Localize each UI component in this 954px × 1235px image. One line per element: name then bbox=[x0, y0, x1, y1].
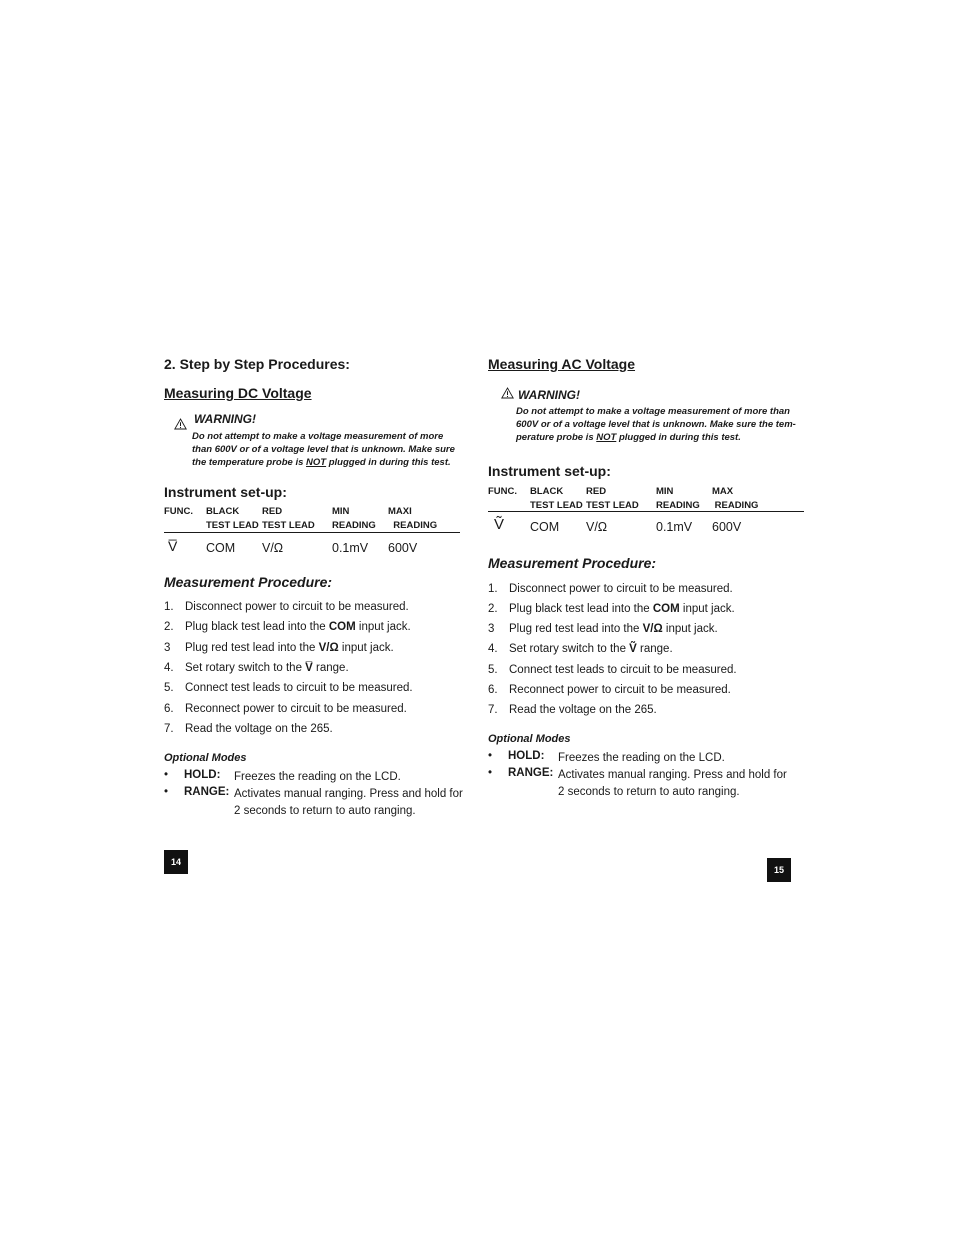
list-item: 1. Disconnect power to circuit to be measured. bbox=[164, 601, 409, 613]
list-item: 3 Plug red test lead into the V/Ω input jack. bbox=[164, 642, 394, 654]
col-header-min-reading: MIN READING bbox=[656, 486, 700, 511]
ac-voltage-icon: Ṽ bbox=[494, 516, 505, 533]
list-item: 4. Set rotary switch to the Ṽ range. bbox=[488, 643, 673, 655]
procedure-title: Measurement Procedure: bbox=[488, 555, 657, 571]
instrument-setup-title: Instrument set-up: bbox=[164, 484, 287, 500]
cell-max-reading: 600V bbox=[712, 520, 742, 534]
option-hold: • HOLD: Freezes the reading on the LCD. bbox=[164, 769, 401, 783]
section-title-dc: Measuring DC Voltage bbox=[164, 385, 312, 401]
cell-red-lead: V/Ω bbox=[262, 541, 284, 555]
step-heading: 2. Step by Step Procedures: bbox=[164, 356, 350, 372]
cell-black-lead: COM bbox=[206, 541, 236, 555]
col-header-red-lead: RED TEST LEAD bbox=[262, 506, 315, 531]
col-header-black-lead: BLACK TEST LEAD bbox=[530, 486, 583, 511]
cell-red-lead: V/Ω bbox=[586, 520, 608, 534]
list-item: 3 Plug red test lead into the V/Ω input jack. bbox=[488, 623, 718, 635]
warning-text: Do not attempt to make a voltage measurement of more than 600V or of a voltage level that is unknown. Make sure the temperature probe is NOT plugged in during this test. bbox=[192, 431, 455, 468]
optional-modes-title: Optional Modes bbox=[164, 752, 247, 764]
table-rule bbox=[488, 511, 804, 512]
col-header-max-reading: MAX READING bbox=[712, 486, 759, 511]
table-rule bbox=[164, 532, 460, 533]
warning-text: Do not attempt to make a voltage measurement of more than 600V or of a voltage level that is unknown. Make sure the tem-perature probe is NOT plugged in during this test. bbox=[516, 406, 796, 443]
list-item: 7. Read the voltage on the 265. bbox=[164, 723, 333, 735]
instrument-setup-title: Instrument set-up: bbox=[488, 463, 611, 479]
list-item: 5. Connect test leads to circuit to be measured. bbox=[164, 682, 413, 694]
col-header-func: FUNC. bbox=[164, 506, 194, 517]
list-item: 4. Set rotary switch to the V̅ range. bbox=[164, 662, 349, 674]
warning-label: WARNING! bbox=[518, 388, 580, 402]
page-number-15: 15 bbox=[767, 858, 791, 882]
cell-max-reading: 600V bbox=[388, 541, 418, 555]
col-header-min-reading: MIN READING bbox=[332, 506, 376, 531]
col-header-func: FUNC. bbox=[488, 486, 518, 497]
list-item: 2. Plug black test lead into the COM input jack. bbox=[488, 603, 735, 615]
list-item: 5. Connect test leads to circuit to be measured. bbox=[488, 664, 737, 676]
warning-label: WARNING! bbox=[194, 412, 256, 426]
page-number-14: 14 bbox=[164, 850, 188, 874]
col-header-black-lead: BLACK TEST LEAD bbox=[206, 506, 259, 531]
list-item: 1. Disconnect power to circuit to be measured. bbox=[488, 583, 733, 595]
col-header-red-lead: RED TEST LEAD bbox=[586, 486, 639, 511]
cell-min-reading: 0.1mV bbox=[656, 520, 693, 534]
list-item: 6. Reconnect power to circuit to be measured. bbox=[488, 684, 731, 696]
list-item: 7. Read the voltage on the 265. bbox=[488, 704, 657, 716]
option-hold: • HOLD: Freezes the reading on the LCD. bbox=[488, 750, 725, 764]
section-title-ac: Measuring AC Voltage bbox=[488, 356, 636, 372]
list-item: 2. Plug black test lead into the COM input jack. bbox=[164, 621, 411, 633]
procedure-title: Measurement Procedure: bbox=[164, 574, 333, 590]
option-range: • RANGE: Activates manual ranging. Press and hold for 2 seconds to return to auto ranging. bbox=[164, 786, 463, 817]
warning-triangle-icon bbox=[501, 387, 514, 399]
option-range: • RANGE: Activates manual ranging. Press and hold for 2 seconds to return to auto ranging. bbox=[488, 767, 787, 798]
cell-black-lead: COM bbox=[530, 520, 560, 534]
cell-min-reading: 0.1mV bbox=[332, 541, 369, 555]
optional-modes-title: Optional Modes bbox=[488, 733, 571, 745]
list-item: 6. Reconnect power to circuit to be measured. bbox=[164, 703, 407, 715]
dc-voltage-icon: V̅ bbox=[168, 538, 178, 554]
col-header-max-reading: MAXI READING bbox=[388, 506, 438, 531]
warning-triangle-icon bbox=[174, 418, 187, 430]
